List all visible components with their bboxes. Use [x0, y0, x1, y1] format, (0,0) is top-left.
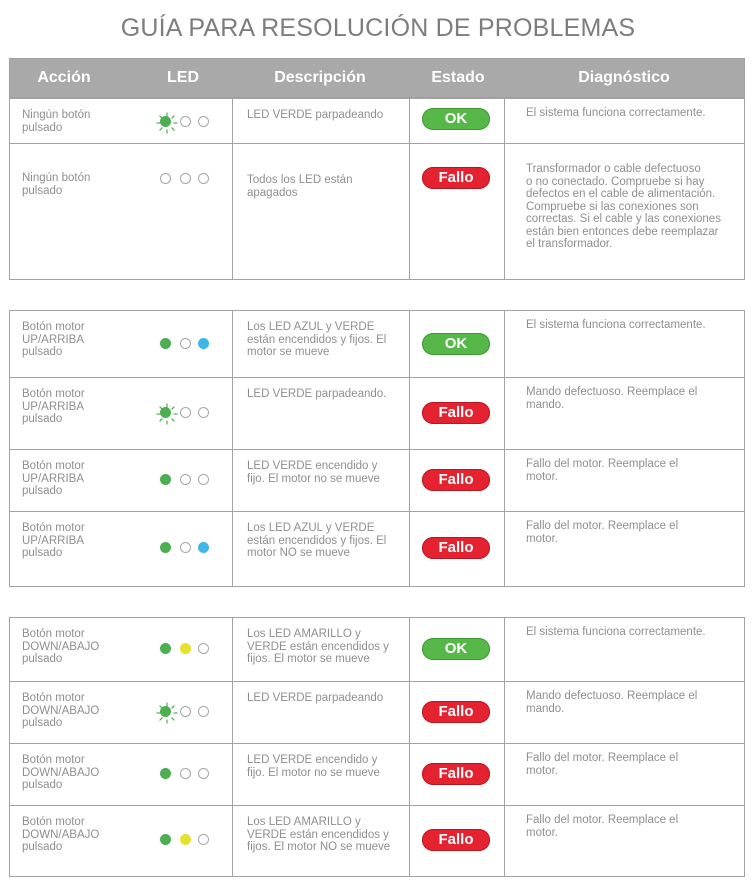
led-off-icon: [198, 706, 209, 717]
led-off-icon: [180, 407, 191, 418]
status-ok-badge: OK: [422, 638, 490, 660]
led-off-icon: [180, 338, 191, 349]
led-off-icon: [180, 542, 191, 553]
table-row: [10, 806, 744, 876]
led-indicators: [10, 705, 70, 719]
status-fail-badge: Fallo: [422, 701, 490, 723]
table-header: [9, 58, 745, 98]
table-row: [10, 311, 744, 378]
led-off-icon: [198, 768, 209, 779]
status-fail-badge: Fallo: [422, 402, 490, 424]
diagnostico-cell: Fallo del motor. Reemplace el motor.: [526, 752, 679, 777]
led-yellow-icon: [180, 834, 191, 845]
accion-cell: Botón motor UP/ARRIBA pulsado: [22, 321, 85, 358]
led-green-icon: [160, 474, 171, 485]
led-off-icon: [180, 116, 191, 127]
led-off-icon: [198, 173, 209, 184]
diagnostico-cell: Transformador o cable defectuoso o no conectado. Compruebe si hay defectos en el cable de alimentación. Compruebe si las conexiones son correctas. Si el cable y las conexiones están bien entonces debe reemplazar el transformador.: [526, 163, 721, 250]
diagnostico-cell: El sistema funciona correctamente.: [526, 319, 706, 331]
led-blue-icon: [198, 338, 209, 349]
led-green-blinking-icon: [160, 407, 171, 418]
accion-cell: Botón motor DOWN/ABAJO pulsado: [22, 754, 100, 791]
page-title: GUÍA PARA RESOLUCIÓN DE PROBLEMAS: [120, 14, 636, 42]
led-off-icon: [198, 834, 209, 845]
led-blue-icon: [198, 542, 209, 553]
blink-rays-icon: [156, 112, 178, 134]
led-off-icon: [198, 643, 209, 654]
status-fail-badge: Fallo: [422, 763, 490, 785]
header-descripcion: Descripción: [274, 69, 366, 86]
status-ok-badge: OK: [422, 108, 490, 130]
descripcion-cell: Los LED AZUL y VERDE están encendidos y fijos. El motor NO se mueve: [247, 522, 387, 559]
table-row: [10, 450, 744, 512]
table-row: [10, 512, 744, 586]
led-off-icon: [160, 173, 171, 184]
table-row: [10, 744, 744, 806]
led-indicators: [10, 406, 70, 420]
blink-rays-icon: [156, 702, 178, 724]
status-fail-badge: Fallo: [422, 469, 490, 491]
led-off-icon: [180, 768, 191, 779]
led-green-icon: [160, 834, 171, 845]
descripcion-cell: Los LED AMARILLO y VERDE están encendidos y fijos. El motor se mueve: [247, 628, 389, 665]
led-off-icon: [198, 116, 209, 127]
led-green-blinking-icon: [160, 706, 171, 717]
accion-cell: Ningún botón pulsado: [22, 172, 91, 197]
descripcion-cell: Todos los LED están apagados: [247, 174, 353, 199]
accion-cell: Botón motor DOWN/ABAJO pulsado: [22, 816, 100, 853]
diagnostico-cell: El sistema funciona correctamente.: [526, 107, 706, 119]
troubleshooting-table-1: [9, 98, 745, 280]
accion-cell: Botón motor UP/ARRIBA pulsado: [22, 460, 85, 497]
led-off-icon: [180, 173, 191, 184]
descripcion-cell: Los LED AZUL y VERDE están encendidos y fijos. El motor se mueve: [247, 321, 387, 358]
table-row: [10, 618, 744, 682]
accion-cell: Botón motor DOWN/ABAJO pulsado: [22, 692, 100, 729]
troubleshooting-table-2: [9, 310, 745, 587]
table-row: [10, 682, 744, 744]
led-indicators: [10, 172, 70, 186]
led-indicators: [10, 767, 70, 781]
table-row: [10, 378, 744, 450]
status-fail-badge: Fallo: [422, 829, 490, 851]
descripcion-cell: LED VERDE parpadeando: [247, 692, 384, 704]
diagnostico-cell: Fallo del motor. Reemplace el motor.: [526, 814, 679, 839]
header-estado: Estado: [431, 69, 485, 86]
led-green-blinking-icon: [160, 116, 171, 127]
led-indicators: [10, 473, 70, 487]
descripcion-cell: LED VERDE parpadeando: [247, 109, 384, 121]
diagnostico-cell: Mando defectuoso. Reemplace el mando.: [526, 386, 698, 411]
table-row: [10, 144, 744, 279]
blink-rays-icon: [156, 403, 178, 425]
led-indicators: [10, 642, 70, 656]
descripcion-cell: Los LED AMARILLO y VERDE están encendidos y fijos. El motor NO se mueve: [247, 816, 391, 853]
diagnostico-cell: Mando defectuoso. Reemplace el mando.: [526, 690, 698, 715]
led-off-icon: [180, 474, 191, 485]
accion-cell: Botón motor UP/ARRIBA pulsado: [22, 522, 85, 559]
led-indicators: [10, 541, 70, 555]
diagnostico-cell: Fallo del motor. Reemplace el motor.: [526, 458, 679, 483]
diagnostico-cell: El sistema funciona correctamente.: [526, 626, 706, 638]
descripcion-cell: LED VERDE parpadeando.: [247, 388, 387, 400]
descripcion-cell: LED VERDE encendido y fijo. El motor no se mueve: [247, 754, 380, 779]
table-row: [10, 99, 744, 144]
status-fail-badge: Fallo: [422, 537, 490, 559]
led-green-icon: [160, 643, 171, 654]
accion-cell: Botón motor DOWN/ABAJO pulsado: [22, 628, 100, 665]
diagnostico-cell: Fallo del motor. Reemplace el motor.: [526, 520, 679, 545]
header-diagnostico: Diagnóstico: [578, 69, 670, 86]
header-led: LED: [167, 69, 199, 86]
led-indicators: [10, 337, 70, 351]
header-accion: Acción: [37, 69, 91, 86]
accion-cell: Ningún botón pulsado: [22, 109, 91, 134]
descripcion-cell: LED VERDE encendido y fijo. El motor no se mueve: [247, 460, 380, 485]
led-green-icon: [160, 542, 171, 553]
led-indicators: [10, 833, 70, 847]
troubleshooting-table-3: [9, 617, 745, 877]
status-ok-badge: OK: [422, 333, 490, 355]
led-green-icon: [160, 338, 171, 349]
led-green-icon: [160, 768, 171, 779]
status-fail-badge: Fallo: [422, 167, 490, 189]
led-off-icon: [198, 407, 209, 418]
led-off-icon: [180, 706, 191, 717]
accion-cell: Botón motor UP/ARRIBA pulsado: [22, 388, 85, 425]
led-yellow-icon: [180, 643, 191, 654]
led-indicators: [10, 115, 70, 129]
led-off-icon: [198, 474, 209, 485]
